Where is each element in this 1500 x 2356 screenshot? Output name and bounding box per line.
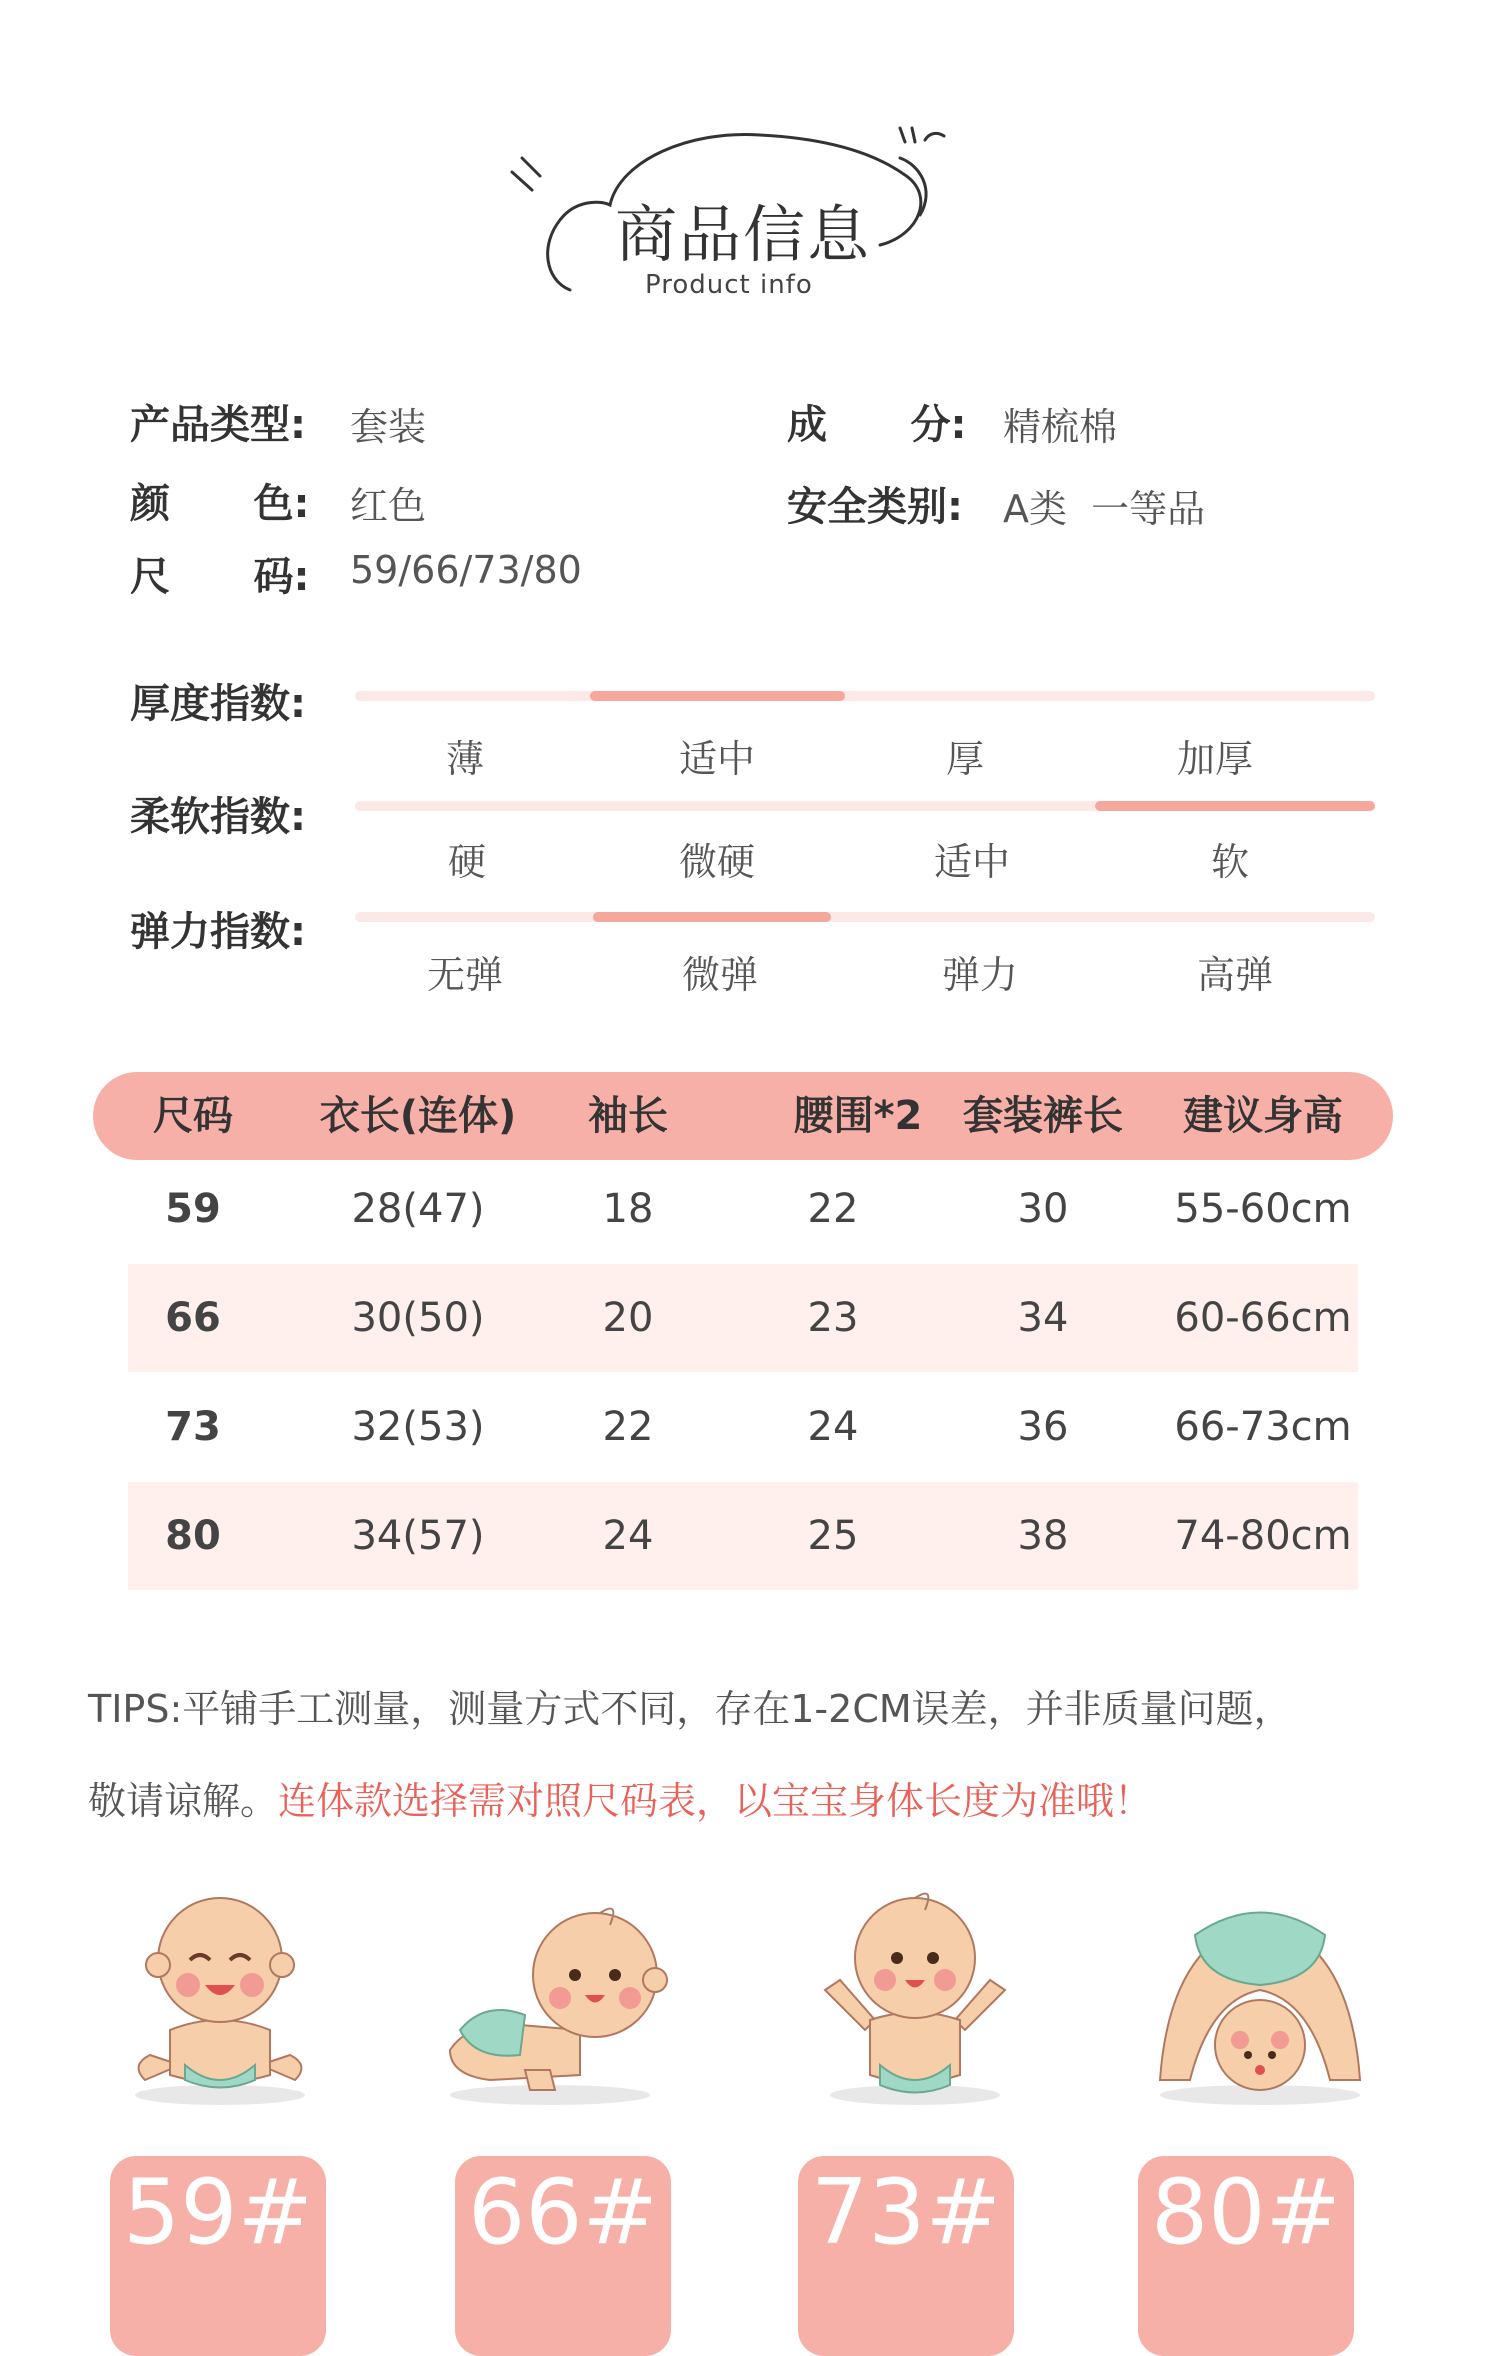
size-badge-59	[110, 2156, 326, 2356]
elasticity-option: 高弹	[1196, 953, 1273, 997]
table-cell: 55-60cm	[1174, 1186, 1352, 1232]
table-cell: 22	[602, 1404, 654, 1450]
size-label: 尺 码:	[130, 554, 310, 600]
size-badge-80	[1138, 2156, 1354, 2356]
table-cell: 25	[807, 1513, 859, 1559]
column-header: 套装裤长	[963, 1093, 1123, 1139]
thickness-selected-segment	[590, 691, 845, 701]
table-cell: 22	[807, 1186, 859, 1232]
size-value: 59/66/73/80	[350, 548, 582, 592]
size-badge-label: 80#	[1151, 2160, 1341, 2265]
table-cell: 30	[1017, 1186, 1069, 1232]
size-badge-label: 66#	[468, 2160, 658, 2265]
page-header	[0, 0, 1500, 330]
thickness-label: 厚度指数:	[130, 681, 306, 727]
softness-option: 硬	[447, 840, 486, 884]
table-cell: 34(57)	[351, 1513, 485, 1559]
table-cell: 24	[602, 1513, 654, 1559]
table-cell: 38	[1017, 1513, 1069, 1559]
size-table-header	[93, 1072, 1393, 1160]
column-header: 建议身高	[1183, 1093, 1343, 1139]
column-header: 衣长(连体)	[319, 1093, 517, 1139]
column-header: 腰围*2	[793, 1093, 923, 1139]
softness-option: 软	[1210, 840, 1249, 884]
thickness-option: 薄	[445, 737, 484, 781]
elasticity-selected-segment	[593, 912, 831, 922]
table-row	[128, 1482, 1358, 1590]
page-subtitle: Product info	[645, 270, 813, 300]
safety-value: A类 一等品	[1003, 487, 1206, 531]
table-row	[128, 1373, 1358, 1481]
color-label: 颜 色:	[130, 481, 310, 527]
elasticity-option: 微弹	[681, 953, 758, 997]
table-cell: 73	[165, 1404, 221, 1450]
table-cell: 66-73cm	[1174, 1404, 1352, 1450]
table-cell: 34	[1017, 1295, 1069, 1341]
thickness-option: 适中	[678, 737, 755, 781]
elasticity-option: 弹力	[941, 953, 1018, 997]
thickness-track	[355, 691, 1375, 701]
type-value: 套装	[350, 405, 427, 449]
elasticity-label: 弹力指数:	[130, 909, 306, 955]
material-value: 精梳棉	[1003, 405, 1118, 449]
thickness-option: 加厚	[1176, 737, 1253, 781]
type-label: 产品类型:	[130, 402, 306, 448]
safety-label: 安全类别:	[787, 484, 963, 530]
table-cell: 23	[807, 1295, 859, 1341]
table-cell: 32(53)	[351, 1404, 485, 1450]
table-cell: 74-80cm	[1174, 1513, 1352, 1559]
size-badge-66	[455, 2156, 671, 2356]
softness-option: 微硬	[678, 840, 755, 884]
table-cell: 60-66cm	[1174, 1295, 1352, 1341]
table-cell: 59	[165, 1186, 221, 1232]
softness-track	[355, 801, 1375, 811]
waving-baby-icon	[795, 1880, 1035, 2110]
elasticity-track	[355, 912, 1375, 922]
table-cell: 66	[165, 1295, 221, 1341]
tips-warning: 连体款选择需对照尺码表，以宝宝身体长度为准哦！	[278, 1779, 1153, 1823]
material-label: 成 分:	[787, 402, 967, 448]
table-cell: 30(50)	[351, 1295, 485, 1341]
table-cell: 36	[1017, 1404, 1069, 1450]
column-header: 袖长	[588, 1093, 668, 1139]
color-value: 红色	[350, 484, 427, 528]
table-cell: 28(47)	[351, 1186, 485, 1232]
table-cell: 18	[602, 1186, 654, 1232]
table-row	[128, 1264, 1358, 1372]
table-row	[128, 1155, 1358, 1263]
thickness-option: 厚	[945, 737, 984, 781]
size-badge-label: 59#	[123, 2160, 313, 2265]
table-cell: 24	[807, 1404, 859, 1450]
tips-note: 敬请谅解。	[88, 1779, 279, 1823]
table-cell: 80	[165, 1513, 221, 1559]
crawling-baby-icon	[430, 1880, 670, 2110]
page-title: 商品信息	[615, 198, 872, 271]
tips-line-2	[88, 1770, 1152, 1825]
elasticity-option: 无弹	[426, 953, 503, 997]
softness-label: 柔软指数:	[130, 794, 306, 840]
bending-baby-icon	[1140, 1880, 1380, 2110]
table-cell: 20	[602, 1295, 654, 1341]
size-badge-label: 73#	[811, 2160, 1001, 2265]
column-header: 尺码	[153, 1093, 233, 1139]
softness-selected-segment	[1095, 801, 1375, 811]
sitting-baby-icon	[100, 1880, 340, 2110]
size-badge-73	[798, 2156, 1014, 2356]
tips-line-1: TIPS:平铺手工测量，测量方式不同，存在1-2CM误差，并非质量问题，	[88, 1687, 1292, 1731]
softness-option: 适中	[933, 840, 1010, 884]
